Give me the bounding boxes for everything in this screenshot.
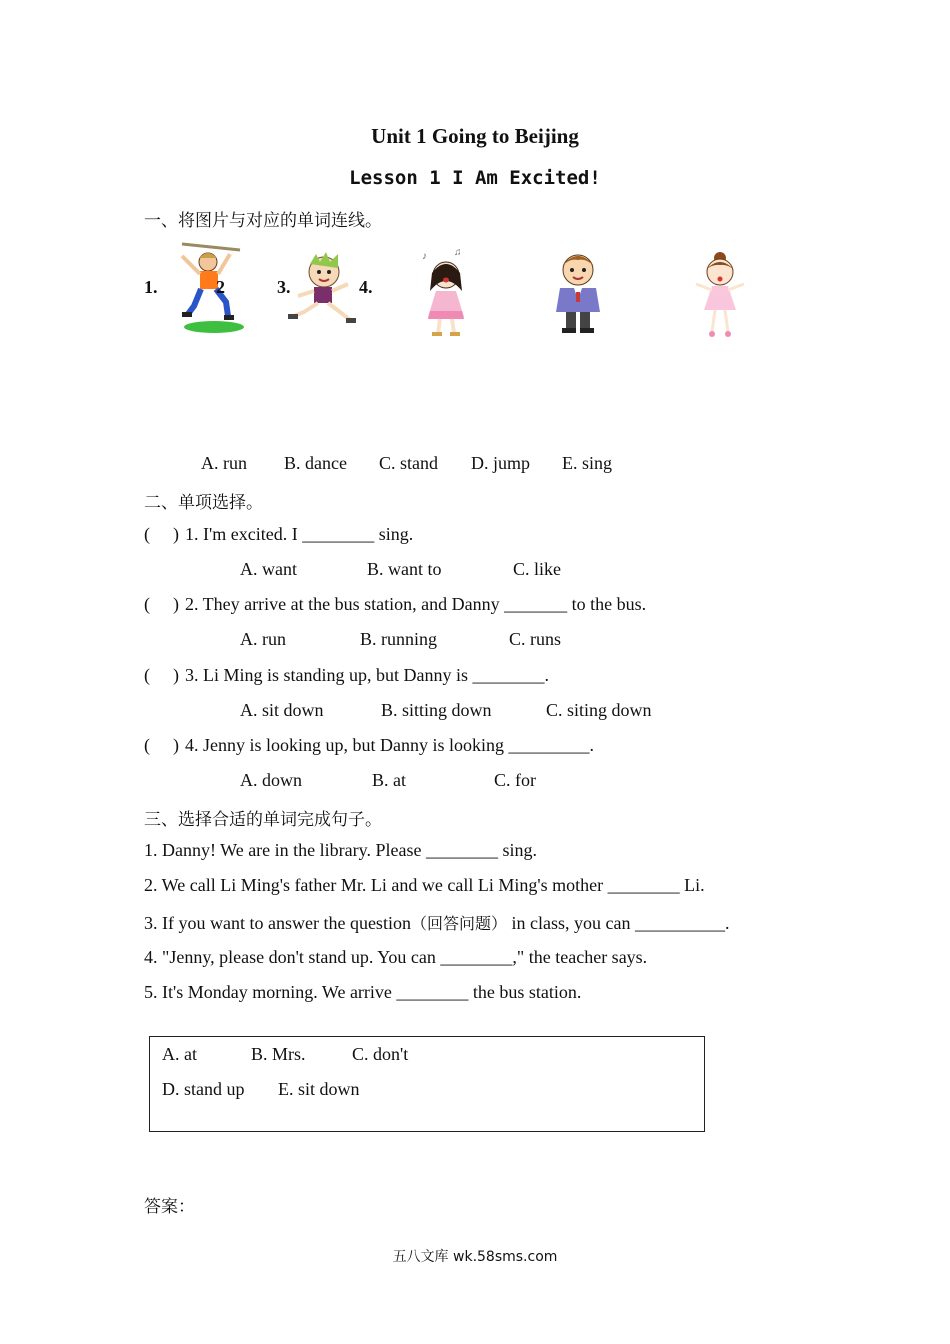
word-option-c: C. stand (379, 453, 439, 473)
answer-paren-open-2: ( (144, 594, 150, 614)
question-3-option-c: C. siting down (546, 700, 652, 720)
section2-heading: 二、单项选择。 (144, 493, 263, 513)
lesson-title: Lesson 1 I Am Excited! (349, 167, 601, 189)
word-bank-e: E. sit down (278, 1079, 360, 1099)
question-4-option-b: B. at (372, 770, 406, 790)
page-title: Unit 1 Going to Beijing (371, 124, 579, 148)
answer-paren-close-2: ) (173, 594, 179, 614)
sentence-1: 1. Danny! We are in the library. Please ________ sing. (144, 840, 537, 860)
standing-boy-picture (546, 248, 610, 338)
question-4-option-c: C. for (494, 770, 536, 790)
sentence-5: 5. It's Monday morning. We arrive ________ the bus station. (144, 982, 582, 1002)
question-2-option-b: B. running (360, 629, 438, 649)
answer-paren-close-3: ) (173, 665, 179, 685)
pic-number-3: 3. (277, 277, 291, 297)
question-2-option-c: C. runs (509, 629, 562, 649)
sentence-3-end: in class, you can __________. (506, 913, 730, 933)
answer-paren-open-1: ( (144, 524, 150, 544)
jumping-man-picture (168, 236, 250, 336)
sentence-3 (144, 911, 729, 934)
word-bank-c: C. don't (352, 1044, 409, 1064)
pic-number-2: 2 (216, 277, 225, 297)
section3-heading: 三、选择合适的单词完成句子。 (144, 810, 382, 830)
answer-paren-close-1: ) (173, 524, 179, 544)
sentence-4: 4. "Jenny, please don't stand up. You can ________," the teacher says. (144, 947, 648, 967)
question-4-option-a: A. down (240, 770, 302, 790)
svg-text:♫: ♫ (454, 247, 462, 258)
answer-paren-open-4: ( (144, 735, 150, 755)
word-option-d: D. jump (471, 453, 531, 473)
word-bank-d: D. stand up (162, 1079, 245, 1099)
sentence-2: 2. We call Li Ming's father Mr. Li and we call Li Ming's mother ________ Li. (144, 875, 705, 895)
question-3-text: 3. Li Ming is standing up, but Danny is ________. (185, 665, 549, 685)
question-1-option-a: A. want (240, 559, 297, 579)
singing-girl-picture (418, 247, 474, 339)
footer-watermark: 五八文库 wk.58sms.com (392, 1249, 558, 1265)
word-option-a: A. run (201, 453, 247, 473)
answer-paren-close-4: ) (173, 735, 179, 755)
question-3-option-b: B. sitting down (381, 700, 492, 720)
pic-number-4: 4. (359, 277, 373, 297)
dancing-girl-picture (688, 248, 752, 344)
word-bank-a: A. at (162, 1044, 197, 1064)
section1-heading: 一、将图片与对应的单词连线。 (144, 211, 382, 231)
word-bank-b: B. Mrs. (251, 1044, 306, 1064)
question-2-text: 2. They arrive at the bus station, and Danny _______ to the bus. (185, 594, 647, 614)
svg-text:♪: ♪ (422, 251, 427, 262)
answer-paren-open-3: ( (144, 665, 150, 685)
question-2-option-a: A. run (240, 629, 286, 649)
question-1-option-b: B. want to (367, 559, 442, 579)
sentence-3-chinese-note: （回答问题） (410, 914, 507, 933)
word-option-e: E. sing (562, 453, 613, 473)
word-option-b: B. dance (284, 453, 347, 473)
question-1-text: 1. I'm excited. I ________ sing. (185, 524, 414, 544)
running-boy-picture (286, 250, 360, 326)
question-1-option-c: C. like (513, 559, 561, 579)
pic-number-1: 1. (144, 277, 158, 297)
question-3-option-a: A. sit down (240, 700, 324, 720)
answers-label: 答案： (144, 1197, 195, 1217)
sentence-3-start: 3. If you want to answer the question (144, 913, 411, 933)
question-4-text: 4. Jenny is looking up, but Danny is looking _________. (185, 735, 594, 755)
